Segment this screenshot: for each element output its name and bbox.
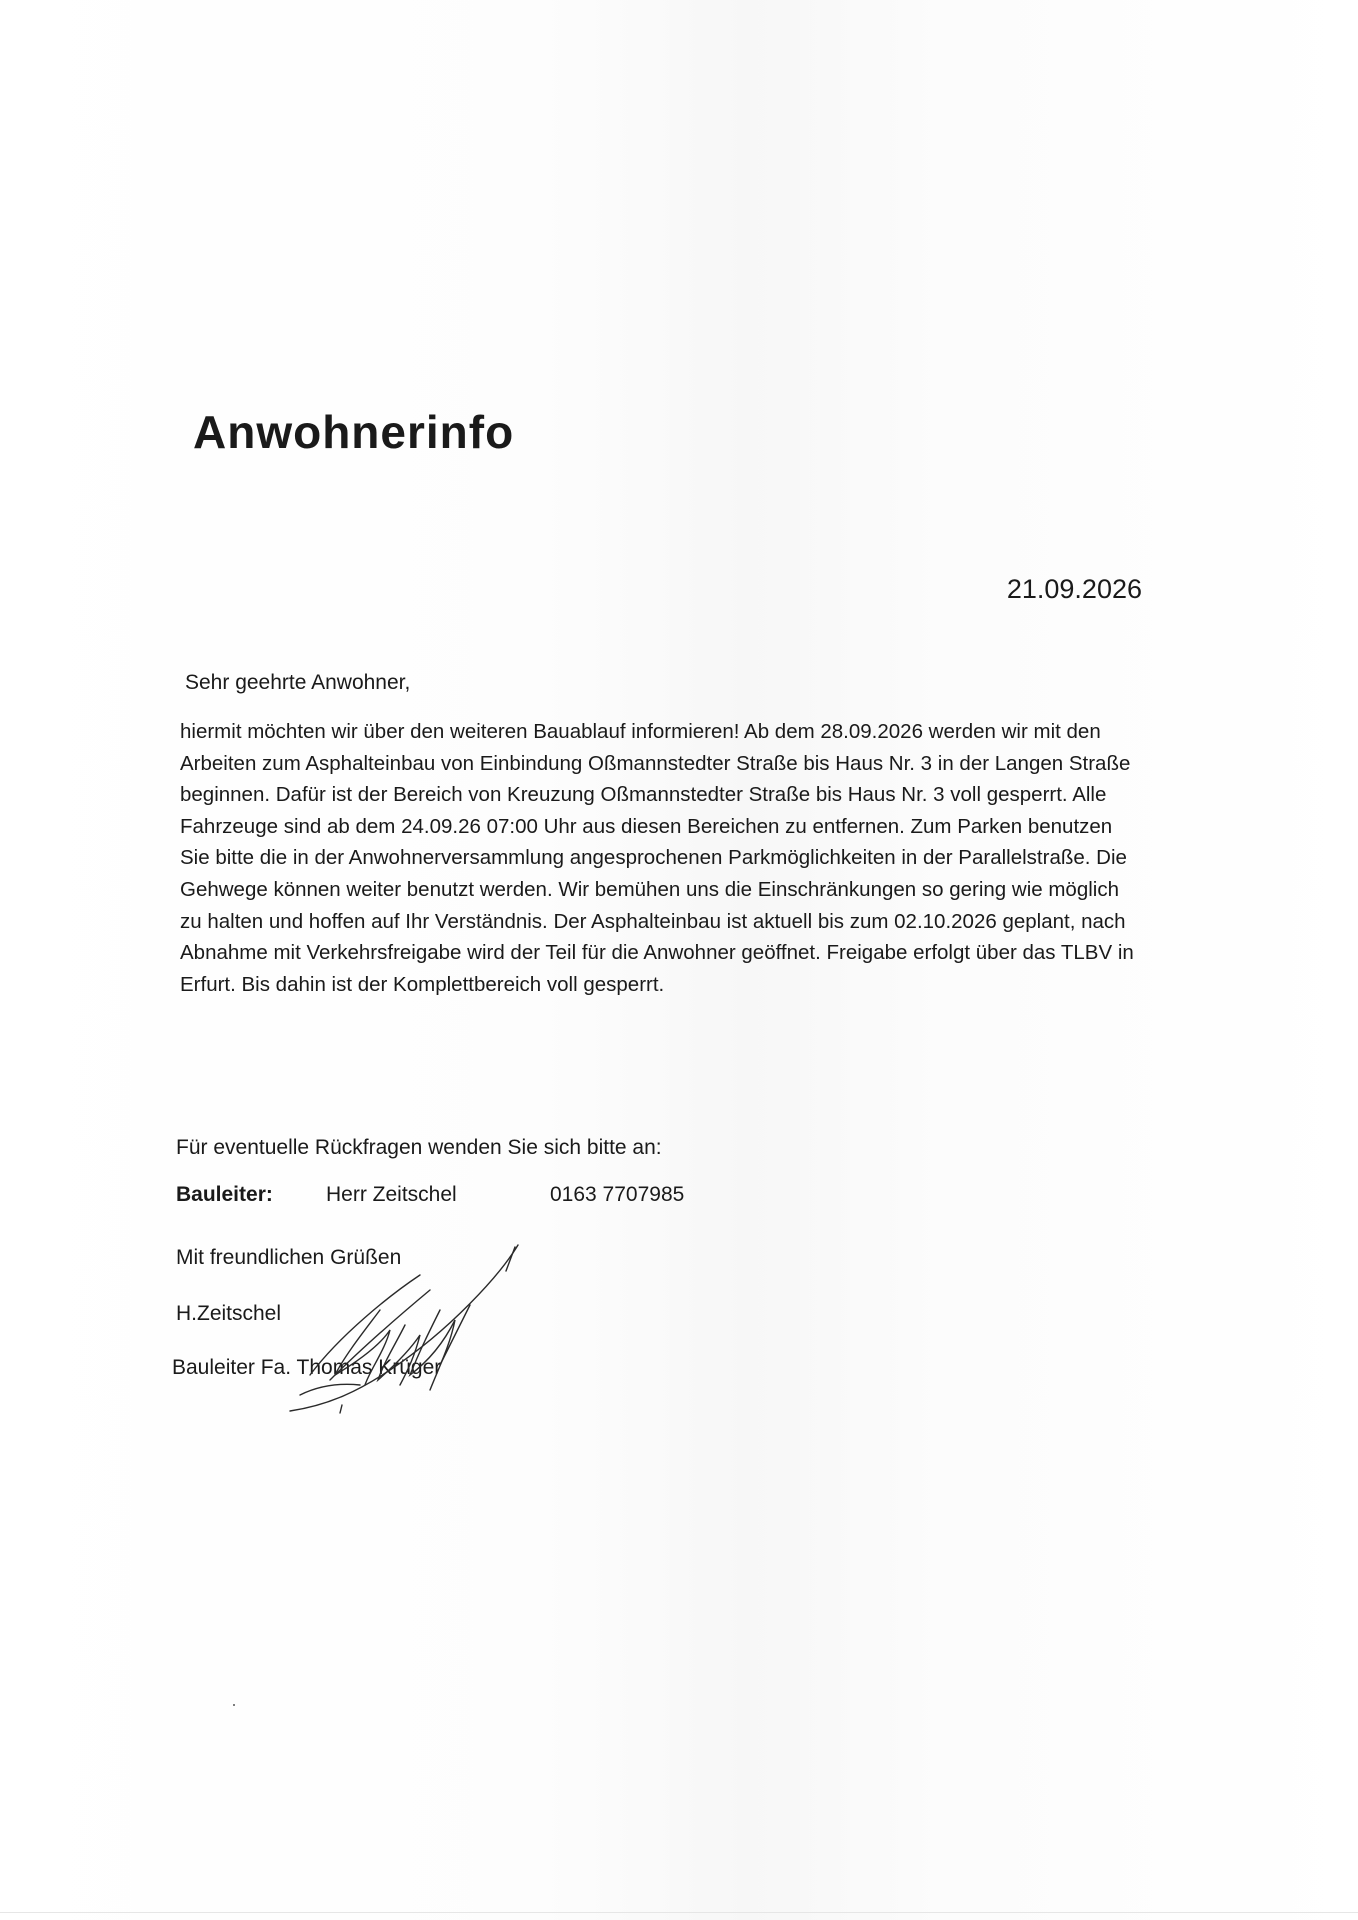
contact-name: Herr Zeitschel [326,1183,457,1206]
inquiry-line: Für eventuelle Rückfragen wenden Sie sich bitte an: [176,1136,662,1159]
scan-speck [233,1704,235,1706]
signer-title: Bauleiter Fa. Thomas Krüger [172,1356,442,1379]
contact-line [176,1183,684,1207]
page-title: Anwohnerinfo [193,406,515,458]
signer-name: H.Zeitschel [176,1302,282,1325]
salutation: Sehr geehrte Anwohner, [185,671,411,694]
handwritten-signature [270,1235,530,1415]
contact-role: Bauleiter: [176,1183,273,1206]
closing-greeting: Mit freundlichen Grüßen [176,1246,402,1269]
letter-body: hiermit möchten wir über den weiteren Bauablauf informieren! Ab dem 28.09.2026 werden wir mit den Arbeiten zum Asphalteinbau von Einbindung Oßmannstedter Straße bis Haus Nr. 3 in der Langen Straße beginnen. Dafür ist der Bereich von Kreuzung Oßmannstedter Straße bis Haus Nr. 3 voll gesperrt. Alle Fahrzeuge sind ab dem 24.09.26 07:00 Uhr aus diesen Bereichen zu entfernen. Zum Parken benutzen Sie bitte die in der Anwohnerversammlung angesprochenen Parkmöglichkeiten in der Parallelstraße. Die Gehwege können weiter benutzt werden. Wir bemühen uns die Einschränkungen so gering wie möglich zu halten und hoffen auf Ihr Verständnis. Der Asphalteinbau ist aktuell bis zum 02.10.2026 geplant, nach Abnahme mit Verkehrsfreigabe wird der Teil für die Anwohner geöffnet. Freigabe erfolgt über das TLBV in Erfurt. Bis dahin ist der Komplettbereich voll gesperrt. [180,720,1134,996]
scan-edge-line [0,1912,1358,1913]
letter-date: 21.09.2026 [1006,574,1142,604]
contact-phone: 0163 7707985 [550,1183,685,1206]
